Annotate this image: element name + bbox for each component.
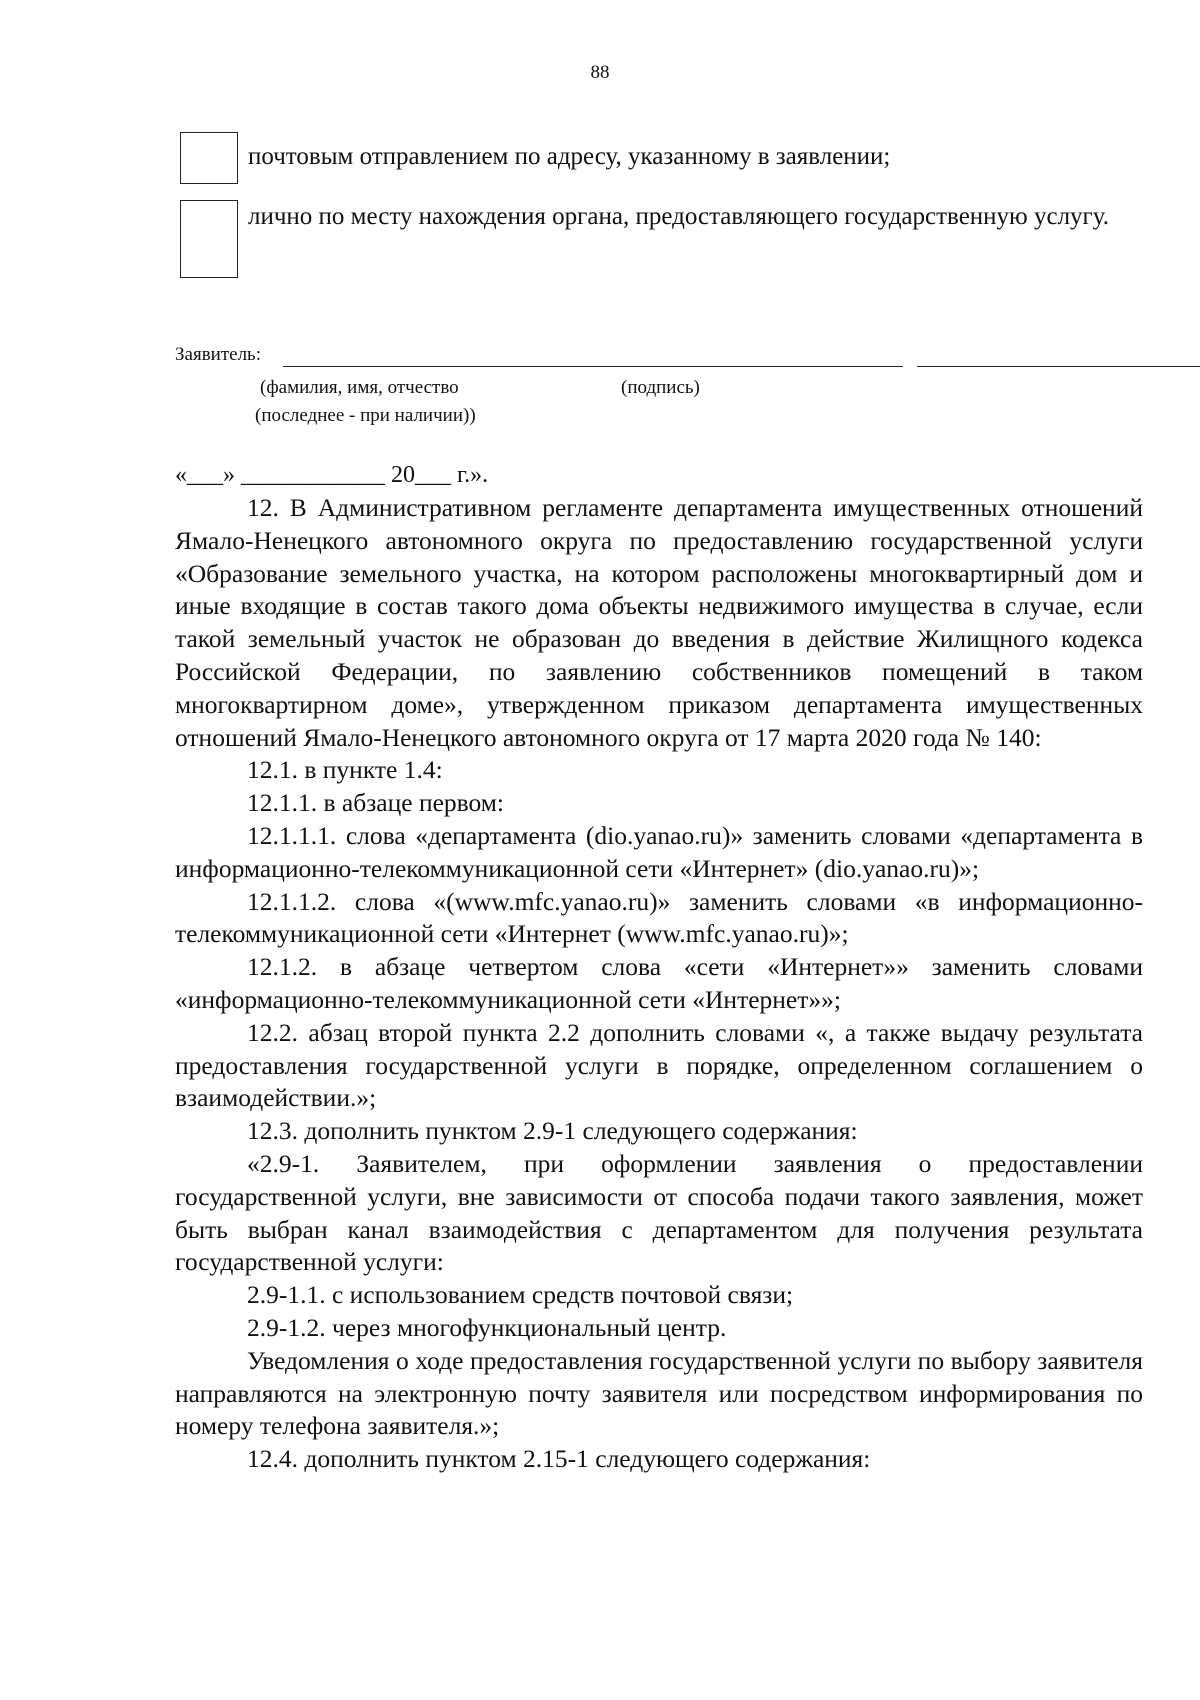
name-line (283, 366, 903, 367)
checkbox[interactable] (180, 200, 238, 278)
document-body (175, 492, 1143, 1476)
delivery-option-label: почтовым отправлением по адресу, указанному в заявлении; (248, 143, 891, 170)
paragraph: 12.1.1. в абзаце первом: (247, 788, 505, 818)
applicant-label: Заявитель: (175, 344, 261, 365)
paragraph: 12.3. дополнить пунктом 2.9-1 следующего содержания: (247, 1116, 858, 1146)
date-line: «___» ____________ 20___ г.». (175, 462, 489, 488)
page-number: 88 (590, 62, 610, 83)
paragraph: 2.9-1.2. через многофункциональный центр. (247, 1312, 727, 1342)
paragraph: 12.1.1.1. слова «департамента (dio.yanao.ru)» заменить словами «департамента в информационно-телекоммуникационной сети «Интернет» (dio.yanao.ru)»; (175, 820, 1143, 883)
name-caption: (фамилия, имя, отчество (260, 377, 459, 398)
delivery-option-in-person (180, 200, 1140, 276)
signature-caption: (подпись) (621, 377, 700, 398)
paragraph: «2.9-1. Заявителем, при оформлении заявления о предоставлении государственной услуги, вне зависимости от способа подачи такого заявления, может быть выбран канал взаимодействия с департаментом для получения результата государственной услуги: (175, 1148, 1143, 1277)
paragraph: 12.2. абзац второй пункта 2.2 дополнить словами «, а также выдачу результата предоставления государственной услуги в порядке, определенном соглашением о взаимодействии.»; (175, 1017, 1143, 1113)
paragraph: 12.4. дополнить пунктом 2.15-1 следующего содержания: (247, 1444, 871, 1474)
signature-line (917, 366, 1200, 367)
paragraph: 12. В Административном регламенте департамента имущественных отношений Ямало-Ненецкого автономного округа по предоставлению государственной услуги «Образование земельного участка, на котором расположены многоквартирный дом и иные входящие в состав такого дома объекты недвижимого имущества в случае, если такой земельный участок не образован до введения в действие Жилищного кодекса Российской Федерации, по заявлению собственников помещений в таком многоквартирном доме», утвержденном приказом департамента имущественных отношений Ямало-Ненецкого автономного округа от 17 марта 2020 года № 140: (175, 493, 1143, 752)
applicant-block (175, 344, 1075, 426)
paragraph: Уведомления о ходе предоставления государственной услуги по выбору заявителя направляются на электронную почту заявителя или посредством информирования по номеру телефона заявителя.»; (175, 1345, 1143, 1441)
checkbox[interactable] (180, 132, 238, 184)
name-caption-note: (последнее - при наличии)) (255, 405, 476, 426)
delivery-option-mail (180, 132, 1140, 182)
delivery-option-label: лично по месту нахождения органа, предоставляющего государственную услугу. (248, 203, 1110, 230)
paragraph: 12.1.1.2. слова «(www.mfc.yanao.ru)» заменить словами «в информационно-телекоммуникационной сети «Интернет (www.mfc.yanao.ru)»; (175, 886, 1143, 949)
paragraph: 12.1. в пункте 1.4: (247, 755, 443, 785)
paragraph: 12.1.2. в абзаце четвертом слова «сети «Интернет»» заменить словами «информационно-телекоммуникационной сети «Интернет»»; (175, 952, 1143, 1014)
paragraph: 2.9-1.1. с использованием средств почтовой связи; (247, 1280, 794, 1310)
